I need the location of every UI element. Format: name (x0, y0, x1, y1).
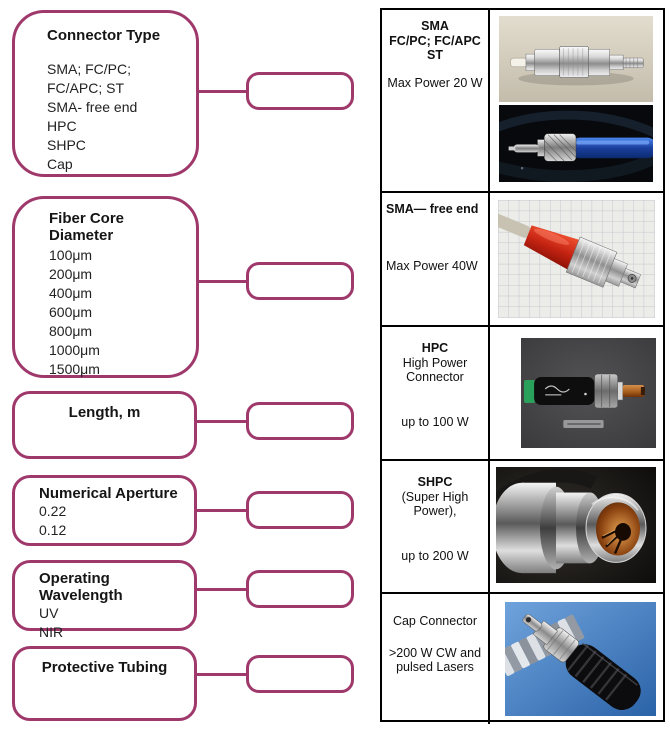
row-label-sma (382, 10, 490, 191)
connector-name: Cap Connector (392, 614, 478, 628)
connector-subtitle: High Power Connector (402, 355, 468, 384)
connector-line-fiber-core (197, 280, 246, 283)
option-item: 1500μm (49, 361, 100, 377)
fiber-core-diameter-title: Fiber Core Diameter (49, 210, 125, 244)
answer-field-fiber-core-diameter[interactable] (246, 262, 354, 300)
answer-field-length[interactable] (246, 402, 354, 440)
numerical-aperture-box (12, 475, 197, 546)
length-box (12, 391, 197, 459)
cap-connector-photo (505, 602, 656, 716)
option-item: Cap (47, 156, 73, 172)
shpc-photo (496, 467, 656, 583)
option-item: SHPC (47, 137, 86, 153)
fiber-core-diameter-box (12, 196, 199, 378)
connector-name: ST (427, 48, 443, 62)
connector-reference-table (380, 8, 665, 722)
operating-wavelength-box (12, 560, 197, 640)
photo-cell-cap (490, 594, 663, 724)
answer-field-protective-tubing[interactable] (246, 655, 354, 693)
option-item: 0.12 (39, 522, 67, 538)
connector-type-options (47, 60, 188, 174)
option-item: 400μm (49, 285, 93, 301)
connector-line-connector-type (197, 90, 246, 93)
option-item: 100μm (49, 247, 93, 263)
operating-wavelength-title: Operating Wavelength (39, 570, 123, 604)
option-item: SMA- free end (47, 99, 138, 115)
photo-cell-sma (490, 10, 663, 191)
protective-tubing-box (12, 646, 197, 721)
option-item: 200μm (49, 266, 93, 282)
length-title: Length, m (68, 404, 141, 421)
table-row-sma (382, 10, 663, 191)
connector-subtitle: (Super High Power), (401, 489, 469, 518)
protective-tubing-title: Protective Tubing (41, 659, 168, 676)
connector-line-numerical-aperture (197, 509, 246, 512)
row-label-cap (382, 594, 490, 724)
numerical-aperture-options (39, 502, 188, 540)
option-item: 1000μm (49, 342, 100, 358)
row-label-shpc (382, 461, 490, 592)
row-label-sma-free-end (382, 193, 490, 325)
option-item: UV (39, 605, 59, 621)
option-item: HPC (47, 118, 77, 134)
table-row-sma-free-end (382, 191, 663, 325)
answer-field-connector-type[interactable] (246, 72, 354, 110)
option-item: 0.22 (39, 503, 67, 519)
answer-field-operating-wavelength[interactable] (246, 570, 354, 608)
connector-name: SHPC (417, 475, 453, 489)
power-rating: Max Power 40W (386, 258, 478, 273)
power-rating: >200 W CW and pulsed Lasers (388, 645, 482, 674)
option-item: NIR (39, 624, 64, 640)
table-row-shpc (382, 459, 663, 592)
sma-blue-cable-photo (499, 105, 653, 182)
option-item: 600μm (49, 304, 93, 320)
connector-type-title: Connector Type (47, 27, 161, 44)
photo-cell-shpc (490, 461, 663, 592)
photo-cell-hpc (490, 327, 663, 459)
table-row-hpc (382, 325, 663, 459)
hpc-photo (521, 338, 656, 448)
connector-name: SMA (421, 19, 449, 33)
connector-name: SMA— free end (386, 202, 479, 216)
power-rating: Max Power 20 W (387, 75, 483, 90)
fiber-core-diameter-options (49, 246, 188, 379)
option-item: SMA; FC/PC; FC/APC; ST (47, 61, 132, 96)
connector-type-box (12, 10, 199, 177)
option-item: 800μm (49, 323, 93, 339)
table-row-cap (382, 592, 663, 724)
power-rating: up to 100 W (401, 414, 469, 429)
operating-wavelength-options (39, 604, 188, 642)
sma-free-end-photo (498, 200, 655, 318)
row-label-hpc (382, 327, 490, 459)
sma-adapter-photo (499, 16, 653, 102)
photo-cell-sma-free-end (490, 193, 663, 325)
connector-name: FC/PC; FC/APC (389, 33, 481, 48)
numerical-aperture-title: Numerical Aperture (39, 485, 178, 502)
connector-line-length (197, 420, 246, 423)
answer-field-numerical-aperture[interactable] (246, 491, 354, 529)
connector-name: HPC (421, 341, 449, 355)
connector-line-protective-tubing (197, 673, 246, 676)
connector-line-operating-wavelength (197, 588, 246, 591)
power-rating: up to 200 W (401, 548, 469, 563)
